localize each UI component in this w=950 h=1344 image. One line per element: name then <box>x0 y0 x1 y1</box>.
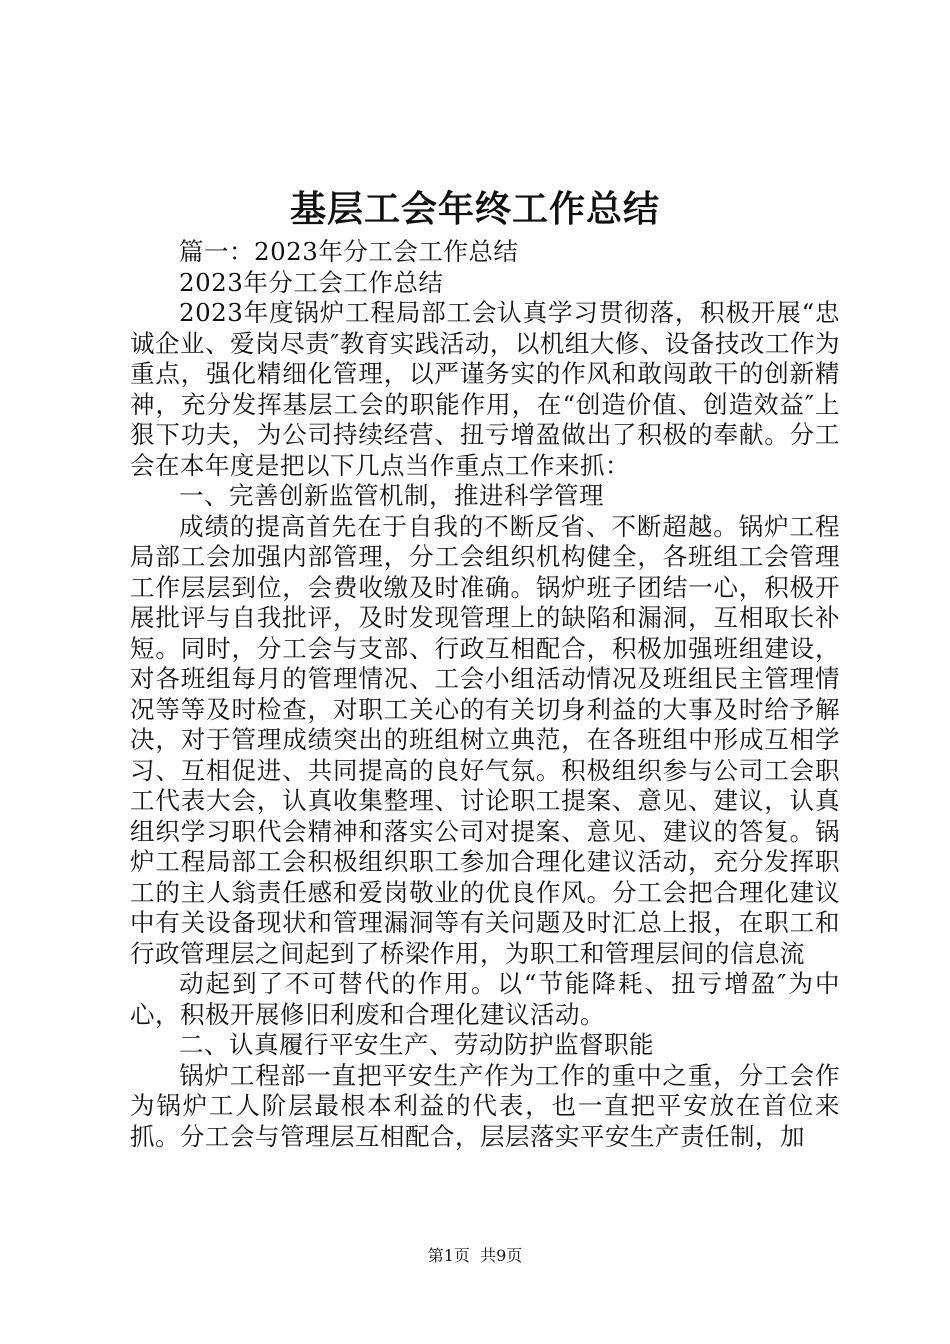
section-heading: 一、完善创新监管机制，推进科学管理 <box>179 481 604 510</box>
page-title: 基层工会年终工作总结 <box>289 188 660 230</box>
document-body <box>130 237 840 1152</box>
page-footer <box>0 1245 950 1267</box>
page-number: 第1页 <box>427 1246 470 1265</box>
section-heading: 二、认真履行平安生产、劳动防护监督职能 <box>179 1030 654 1059</box>
total-pages: 共9页 <box>480 1246 523 1265</box>
paragraph: 锅炉工程部一直把平安生产作为工作的重中之重，分工会作为锅炉工人阶层最根本利益的代表，也一直把平安放在首位来抓。分工会与管理层互相配合，层层落实平安生产责任制，加 <box>130 1060 840 1151</box>
subtitle: 2023年分工会工作总结 <box>179 267 444 297</box>
paragraph: 动起到了不可替代的作用。以“节能降耗、扭亏增盈″为中心，积极开展修旧利废和合理化建议活动。 <box>130 969 840 1029</box>
paragraph: 2023年度锅炉工程局部工会认真学习贯彻落，积极开展“忠诚企业、爱岗尽责″教育实践活动，以机组大修、设备技改工作为重点，强化精细化管理，以严谨务实的作风和敢闯敢干的创新精神，充分发挥基层工会的职能作用，在“创造价值、创造效益″上狠下功夫，为公司持续经营、扭亏增盈做出了积极的奉献。分工会在本年度是把以下几点当作重点工作来抓： <box>130 298 840 480</box>
section-heading: 篇一：2023年分工会工作总结 <box>179 237 519 266</box>
paragraph: 成绩的提高首先在于自我的不断反省、不断超越。锅炉工程局部工会加强内部管理，分工会组织机构健全，各班组工会管理工作层层到位，会费收缴及时准确。锅炉班子团结一心，积极开展批评与自我批评，及时发现管理上的缺陷和漏洞，互相取长补短。同时，分工会与支部、行政互相配合，积极加强班组建设，对各班组每月的管理情况、工会小组活动情况及班组民主管理情况等等及时检查，对职工关心的有关切身利益的大事及时给予解决，对于管理成绩突出的班组树立典范，在各班组中形成互相学习、互相促进、共同提高的良好气氛。积极组织参与公司工会职工代表大会，认真收集整理、讨论职工提案、意见、建议，认真组织学习职代会精神和落实公司对提案、意见、建议的答复。锅炉工程局部工会积极组织职工参加合理化建议活动，充分发挥职工的主人翁责任感和爱岗敬业的优良作风。分工会把合理化建议中有关设备现状和管理漏洞等有关问题及时汇总上报，在职工和行政管理层之间起到了桥梁作用，为职工和管理层间的信息流 <box>130 511 840 968</box>
